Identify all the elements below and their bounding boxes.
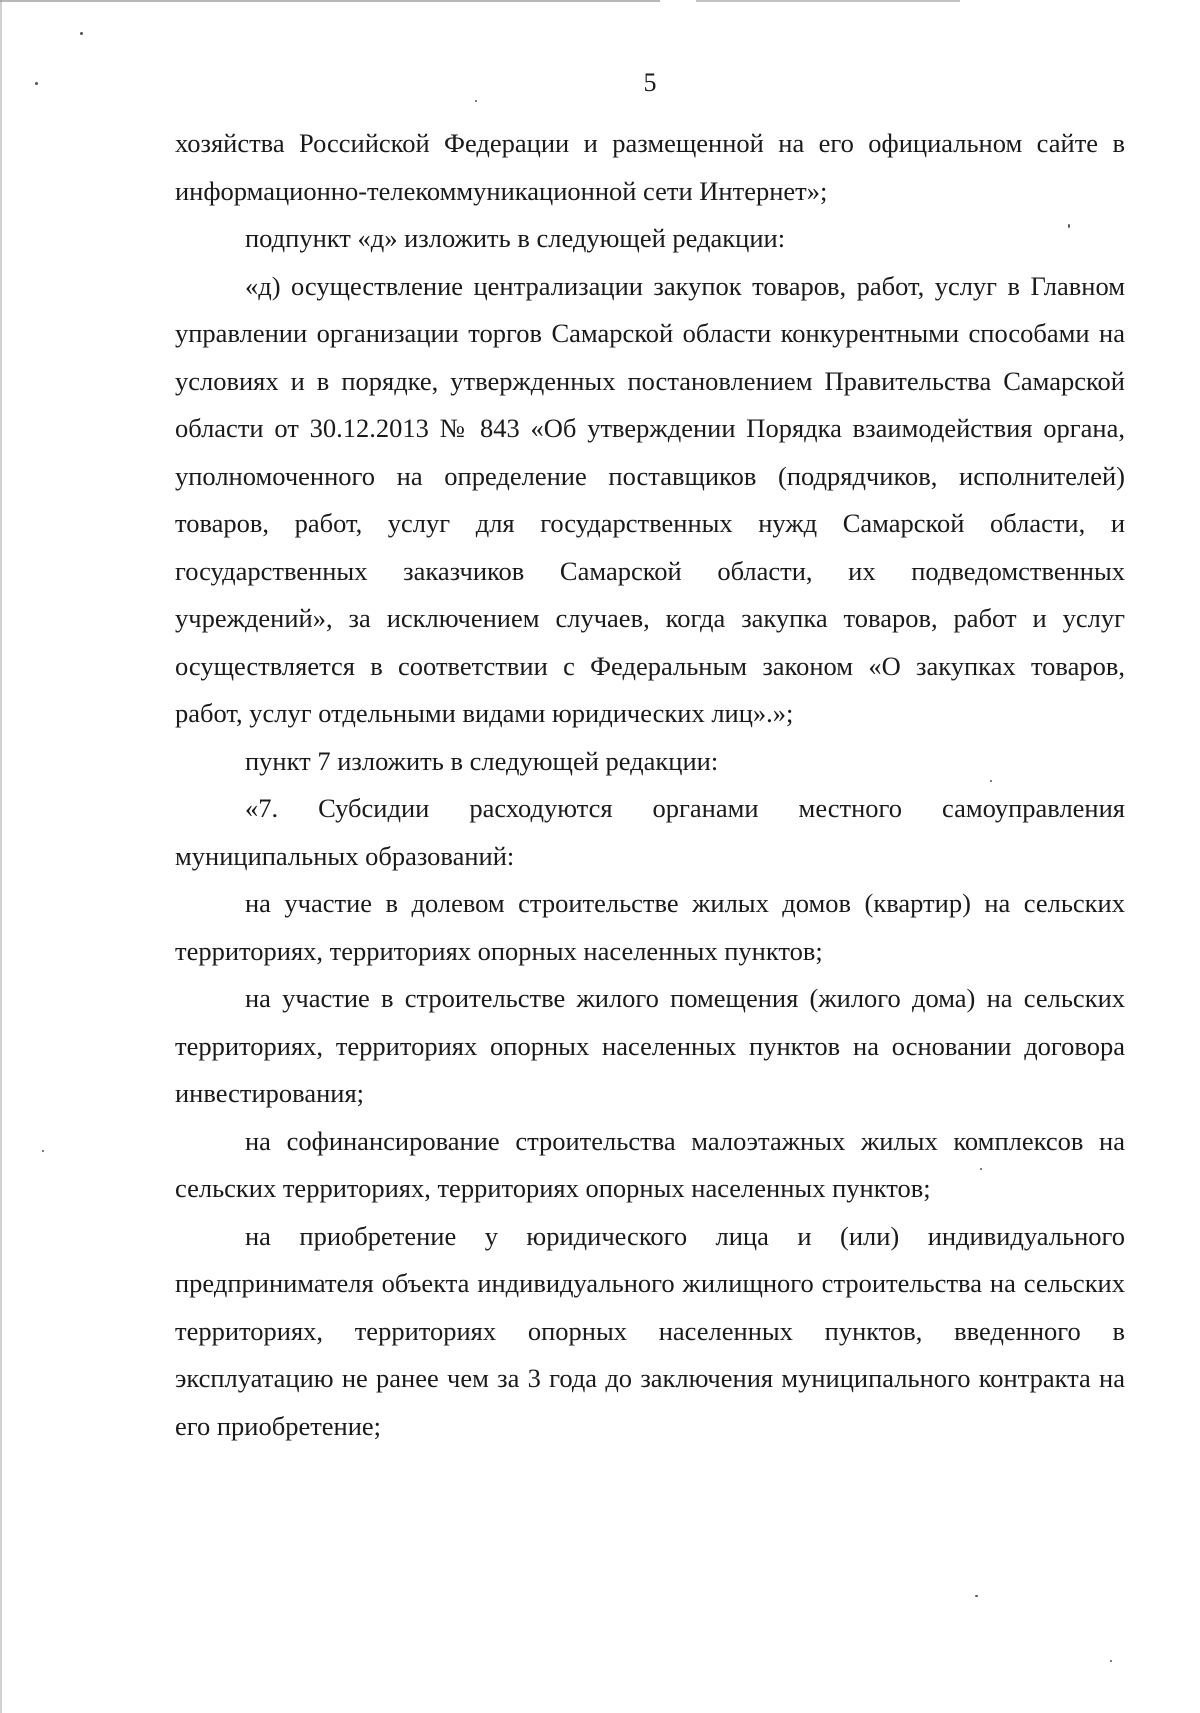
paragraph: на участие в долевом строительстве жилых домов (квартир) на сельских территориях, территориях опорных населенных пунктов;: [175, 888, 1125, 966]
page-number: 5: [643, 68, 657, 97]
paragraph: на софинансирование строительства малоэтажных жилых комплексов на сельских территориях, территориях опорных населенных пунктов;: [175, 1125, 1125, 1203]
paragraph: на приобретение у юридического лица и (или) индивидуального предпринимателя объекта индивидуального жилищного строительства на сельских территориях, территориях опорных населенных пунктов, введенного в эксплуатацию не ранее чем за 3 года до заключения муниципального контракта на его приобретение;: [175, 1220, 1125, 1441]
paragraph: «7. Субсидии расходуются органами местного самоуправления муниципальных образований:: [175, 793, 1125, 871]
paragraph: пункт 7 изложить в следующей редакции:: [245, 745, 719, 776]
scan-edge-top: [0, 0, 1200, 2]
paragraph: «д) осуществление централизации закупок товаров, работ, услуг в Главном управлении организации торгов Самарской области конкурентными способами на условиях и в порядке, утвержденных постановлением Правительства Самарской области от 30.12.2013 № 843 «Об утверждении Порядка взаимодействия органа, уполномоченного на определение поставщиков (подрядчиков, исполнителей) товаров, работ, услуг для государственных нужд Самарской области, и государственных заказчиков Самарской области, их подведомственных учреждений», за исключением случаев, когда закупка товаров, работ и услуг осуществляется в соответствии с Федеральным законом «О закупках товаров, работ, услуг отдельными видами юридических лиц».»;: [175, 270, 1125, 728]
scan-speck: [1110, 1660, 1112, 1662]
document-body: [175, 120, 1125, 1450]
scan-speck: [42, 1150, 44, 1152]
scan-speck: [475, 100, 477, 102]
scan-speck: [80, 32, 83, 35]
scan-edge-left: [0, 0, 2, 1713]
scan-speck: [975, 1595, 978, 1597]
paragraph: подпункт «д» изложить в следующей редакции:: [245, 223, 786, 253]
paragraph: на участие в строительстве жилого помещения (жилого дома) на сельских территориях, территориях опорных населенных пунктов на основании договора инвестирования;: [175, 983, 1125, 1108]
paragraph: хозяйства Российской Федерации и размещенной на его официальном сайте в информационно-телекоммуникационной сети Интернет»;: [175, 128, 1125, 206]
